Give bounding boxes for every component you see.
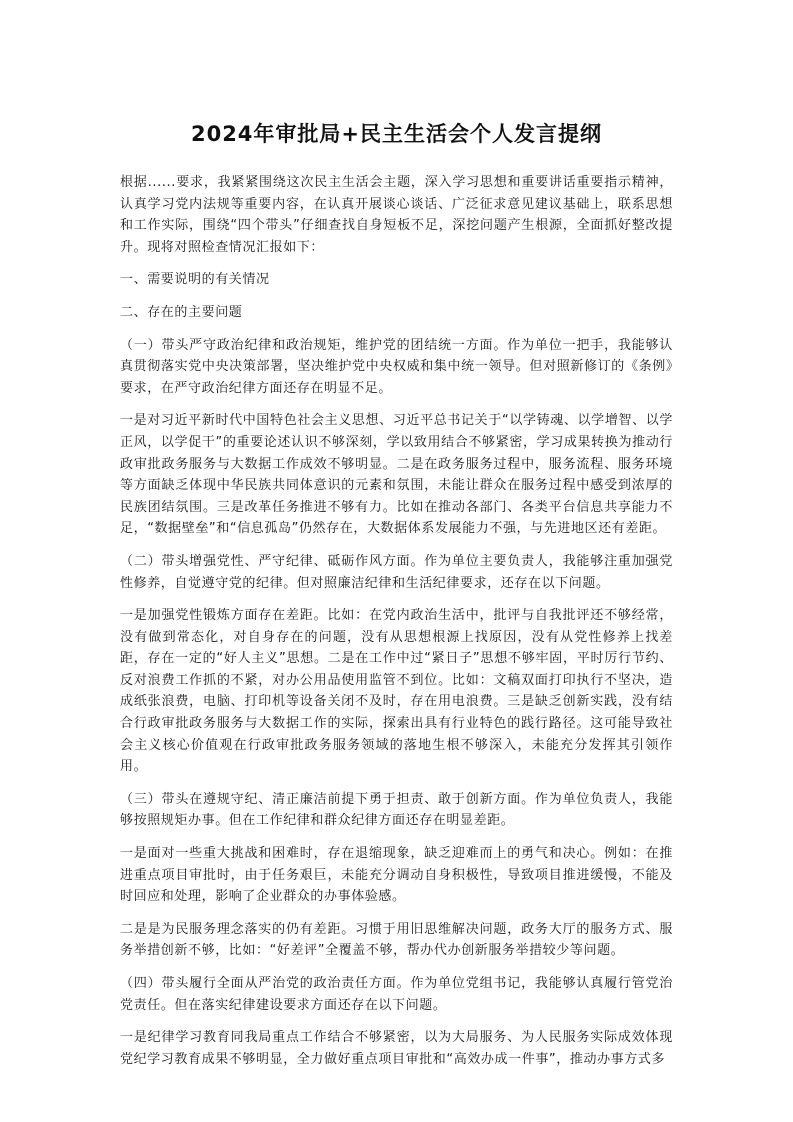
subsection-1-heading: （一）带头严守政治纪律和政治规矩，维护党的团结统一方面。作为单位一把手，我能够认真贯彻落实党中央决策部署，坚决维护党中央权威和集中统一领导。但对照新修订的《条例》要求，在严守政治纪律方面还存在明显不足。	[120, 337, 673, 396]
subsection-3-body-2: 二是是为民服务理念落实的仍有差距。习惯于用旧思维解决问题，政务大厅的服务方式、服务举措创新不够，比如：“好差评”全覆盖不够，帮办代办创新服务举措较少等问题。	[120, 921, 673, 959]
intro-paragraph: 根据......要求，我紧紧围绕这次民主生活会主题，深入学习思想和重要讲话重要指示精神，认真学习党内法规等重要内容，在认真开展谈心谈话、广泛征求意见建议基础上，联系思想和工作实际，围绕“四个带头”仔细查找自身短板不足，深挖问题产生根源，全面抓好整改提升。现将对照检查情况汇报如下：	[120, 175, 673, 255]
subsection-1-body: 一是对习近平新时代中国特色社会主义思想、习近平总书记关于“以学铸魂、以学增智、以学正风，以学促干”的重要论述认识不够深刻，学以致用结合不够紧密，学习成果转换为推动行政审批政务服务与大数据工作成效不够明显。二是在政务服务过程中，服务流程、服务环境等方面缺乏体现中华民族共同体意识的元素和氛围，未能让群众在服务过程中感受到浓厚的民族团结氛围。三是改革任务推进不够有力。比如在推动各部门、各类平台信息共享能力不足，“数据壁垒”和“信息孤岛”仍然存在，大数据体系发展能力不强，与先进地区还有差距。	[120, 413, 673, 537]
subsection-2-heading: （二）带头增强党性、严守纪律、砥砺作风方面。作为单位主要负责人，我能够注重加强党性修养，自觉遵守党的纪律。但对照廉洁纪律和生活纪律要求，还存在以下问题。	[120, 553, 673, 591]
subsection-4-heading: （四）带头履行全面从严治党的政治责任方面。作为单位党组书记，我能够认真履行管党治党责任。但在落实纪律建设要求方面还存在以下问题。	[120, 976, 673, 1013]
subsection-3-heading: （三）带头在遵规守纪、清正廉洁前提下勇于担责、敢于创新方面。作为单位负责人，我能够按照规矩办事。但在工作纪律和群众纪律方面还存在明显差距。	[120, 791, 673, 829]
section-heading-1: 一、需要说明的有关情况	[120, 272, 270, 288]
subsection-4-body: 一是纪律学习教育同我局重点工作结合不够紧密，以为大局服务、为人民服务实际成效体现党纪学习教育成果不够明显，全力做好重点项目审批和“高效办成一件事”，推动办事方式多	[120, 1030, 673, 1067]
document-title: 2024年审批局+民主生活会个人发言提纲	[190, 122, 603, 146]
subsection-3-body-1: 一是面对一些重大挑战和困难时，存在退缩现象，缺乏迎难而上的勇气和决心。例如：在推进重点项目审批时，由于任务艰巨，未能充分调动自身积极性，导致项目推进缓慢，不能及时回应和处理，影响了企业群众的办事体验感。	[120, 846, 673, 905]
subsection-2-body: 一是加强党性锻炼方面存在差距。比如：在党内政治生活中，批评与自我批评还不够经常，没有做到常态化，对自身存在的问题，没有从思想根源上找原因，没有从党性修养上找差距，存在一定的“好人主义”思想。二是在工作中过“紧日子”思想不够牢固，平时厉行节约、反对浪费工作抓的不紧，对办公用品使用监管不到位。比如：文稿双面打印执行不坚决，造成纸张浪费，电脑、打印机等设备关闭不及时，存在用电浪费。三是缺乏创新实践，没有结合行政审批政务服务与大数据工作的实际，探索出具有行业特色的践行路径。这可能导致社会主义核心价值观在行政审批政务服务领域的落地生根不够深入，未能充分发挥其引领作用。	[120, 608, 673, 775]
section-heading-2: 二、存在的主要问题	[120, 304, 243, 320]
